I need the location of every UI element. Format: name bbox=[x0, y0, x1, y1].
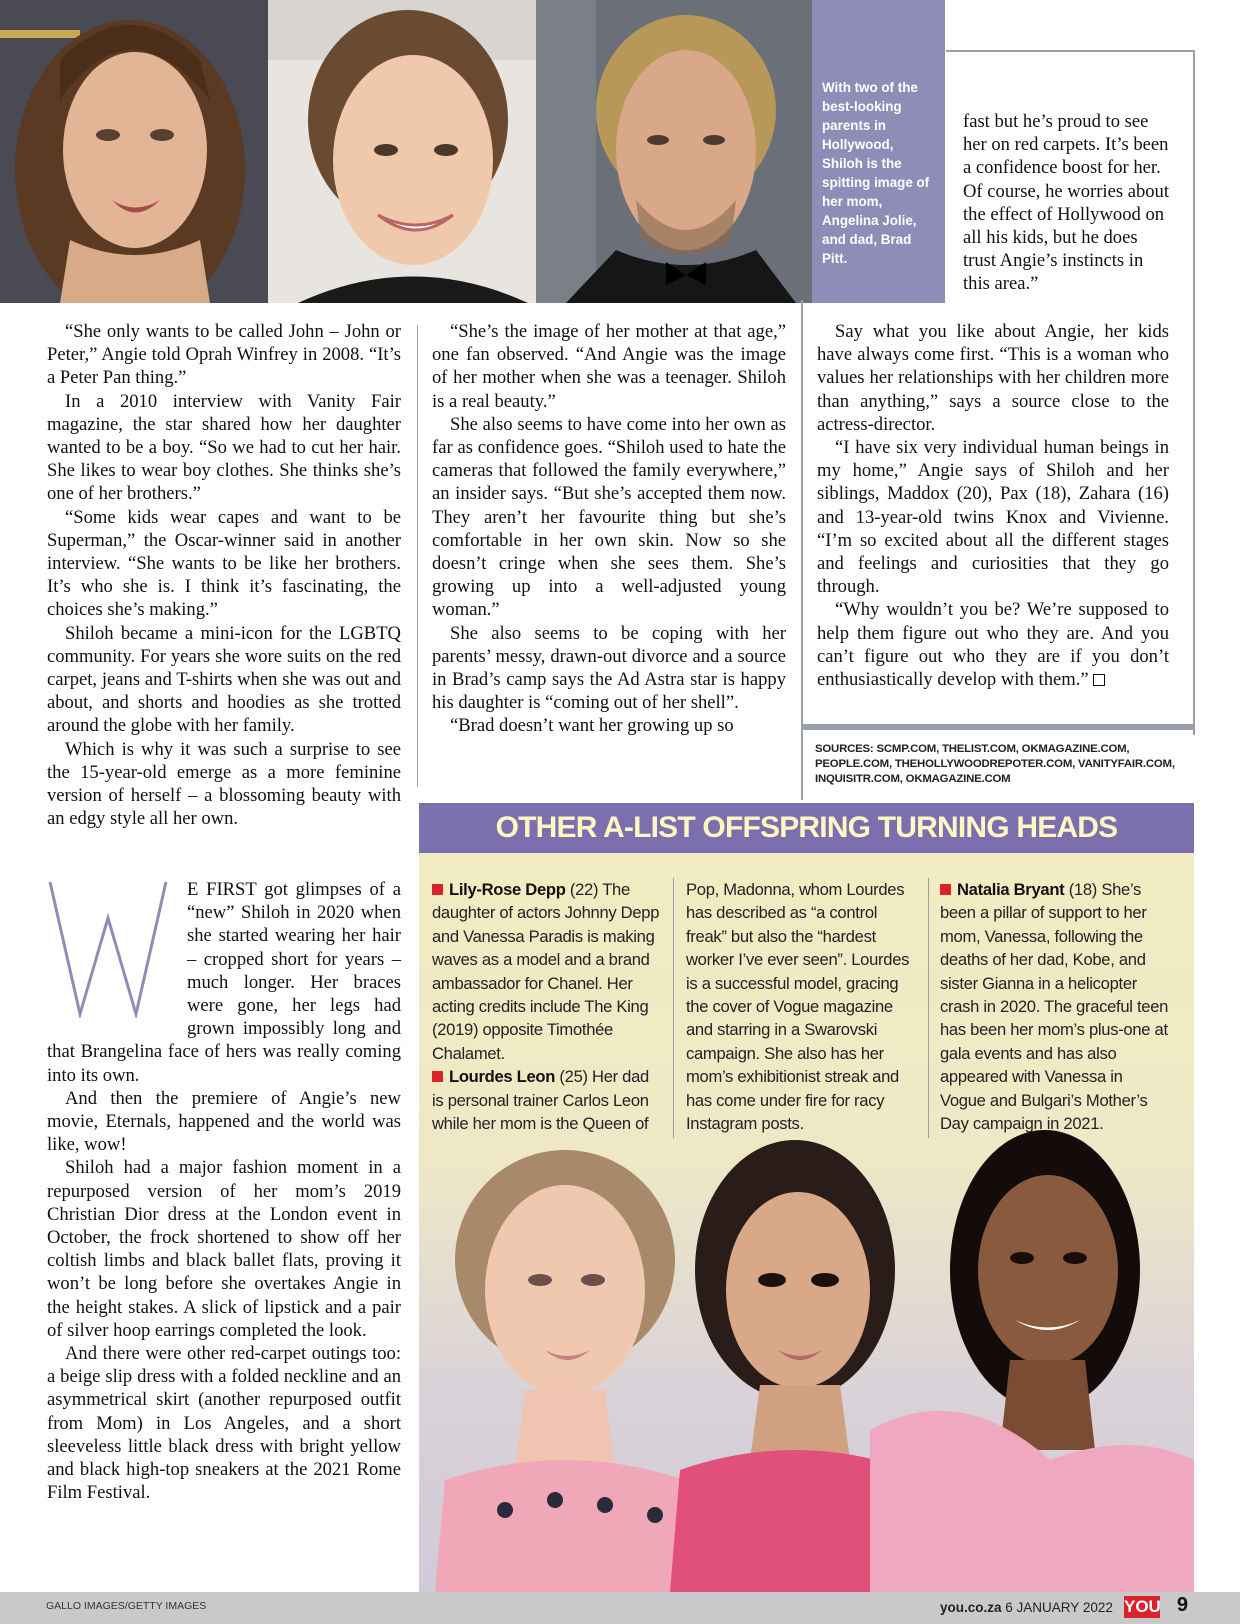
paragraph: And then the premiere of Angie’s new movie, Eternals, happened and the world was like, wow! bbox=[47, 1087, 401, 1156]
paragraph: “She’s the image of her mother at that age,” one fan observed. “And Angie was the image of her mother when she was a teenager. Shiloh is a real beauty.” bbox=[432, 321, 786, 412]
frame-rule-right bbox=[1193, 50, 1195, 735]
bullet-square-icon bbox=[432, 1071, 443, 1082]
sidebar-entry-natalia bbox=[940, 878, 1170, 1135]
paragraph: E FIRST got glimpses of a “new” Shiloh in 2020 when she started wearing her hair – cropped short for years – much longer. Her braces were gone, her legs had grown impossibly long and that Brangelina face of hers was really coming into its own. bbox=[47, 879, 401, 1086]
entry-text: (18) She’s been a pillar of support to her mom, Vanessa, following the deaths of her dad, Kobe, and sister Gianna in a helicopter crash in 2020. The graceful teen has been her mom’s plus-one at gala events and has also appeared with Vanessa in Vogue and Bulgari’s Mother’s Day campaign in 2021. bbox=[940, 880, 1169, 1134]
paragraph: Shiloh became a mini-icon for the LGBTQ community. For years she wore suits on the red carpet, jeans and T-shirts when she was out and about, and shorts and hoodies as she trotted around the globe with her family. bbox=[47, 622, 401, 737]
paragraph: She also seems to have come into her own as far as confidence goes. “Shiloh used to hate the cameras that followed the family everywhere,” an insider says. “But she’s accepted them now. They aren’t her favourite thing but she’s comfortable in her own skin. Now so she doesn’t cringe when she sees them. She’s growing up into a well-adjusted young woman.” bbox=[432, 413, 786, 621]
sidebar-entry-lourdes bbox=[432, 1065, 662, 1135]
paragraph: “I have six very individual human beings in my home,” Angie says of Shiloh and her siblings, Maddox (20), Pax (18), Zahara (16) and 13-year-old twins Knox and Vivienne. “I’m so excited about all the different stages and feelings and curiosities that they go through. bbox=[817, 437, 1169, 598]
footer-site: you.co.za bbox=[940, 1600, 1002, 1615]
sidebar-column-2 bbox=[686, 878, 916, 1135]
page-number: 9 bbox=[1176, 1594, 1188, 1616]
footer-date: 6 JANUARY 2022 bbox=[1005, 1600, 1113, 1615]
article-column-3-top bbox=[963, 110, 1169, 296]
frame-rule-top bbox=[946, 50, 1194, 52]
sidebar-column-3 bbox=[940, 878, 1170, 1135]
footer-meta bbox=[940, 1600, 1113, 1615]
paragraph: Which is why it was such a surprise to see the 15-year-old emerge as a more feminine version of herself – a blossoming beauty with an edgy style all her own. bbox=[47, 738, 401, 830]
bullet-square-icon bbox=[940, 884, 951, 895]
photo-natalia-bryant bbox=[870, 1130, 1194, 1592]
article-column-1 bbox=[47, 320, 401, 830]
photo-caption: With two of the best-looking parents in Hollywood, Shiloh is the spitting image of her mom, Angelina Jolie, and dad, Brad Pitt. bbox=[822, 80, 930, 266]
sources-rule bbox=[801, 724, 1194, 730]
sidebar-column-1 bbox=[432, 878, 662, 1135]
you-logo: YOU bbox=[1124, 1597, 1161, 1616]
entry-name: Lily-Rose Depp bbox=[449, 880, 566, 899]
paragraph: Say what you like about Angie, her kids have always come first. “This is a woman who values her relationships with her children more than anything,” says a source close to the actress-director. bbox=[817, 321, 1169, 435]
sidebar-entry-lily-rose bbox=[432, 878, 662, 1065]
paragraph: And there were other red-carpet outings too: a beige slip dress with a folded neckline and an asymmetrical skirt (another repurposed outfit from Mom) in Los Angeles, and a short sleeveless little black dress with bright yellow and black high-top sneakers at the 2021 Rome Film Festival. bbox=[47, 1343, 401, 1504]
paragraph: “Some kids wear capes and want to be Superman,” the Oscar-winner said in another interview. “She wants to be like her brothers. It’s who she is. I think it’s fascinating, the choices she’s making.” bbox=[47, 506, 401, 621]
article-column-3 bbox=[817, 320, 1169, 691]
paragraph bbox=[817, 598, 1169, 691]
paragraph: “Brad doesn’t want her growing up so bbox=[450, 715, 734, 737]
article-column-1b bbox=[47, 878, 401, 1504]
photo-brad-pitt bbox=[536, 0, 812, 303]
paragraph-text: “Why wouldn’t you be? We’re supposed to help them figure out who they are. And you can’t figure out who they are if you don’t enthusiastically develop with them.” bbox=[817, 599, 1169, 691]
entry-name: Lourdes Leon bbox=[449, 1067, 556, 1087]
paragraph: “She only wants to be called John – John or Peter,” Angie told Oprah Winfrey in 2008. “It’s a Peter Pan thing.” bbox=[47, 321, 401, 389]
photo-caption-box bbox=[812, 0, 945, 303]
sidebar-entry-lourdes-cont: Pop, Madonna, whom Lourdes has described as “a control freak” but also the “hardest worker I’ve ever seen”. Lourdes is a successful model, gracing the cover of Vogue magazine and starring in a Swarovski campaign. She also has her mom’s exhibitionist streak and has come under fire for racy Instagram posts. bbox=[686, 880, 910, 1134]
entry-name: Natalia Bryant bbox=[957, 880, 1065, 899]
sidebar-divider bbox=[928, 878, 929, 1138]
photo-shiloh bbox=[268, 0, 536, 303]
paragraph: In a 2010 interview with Vanity Fair magazine, the star shared how her daughter wanted to be a boy. “So we had to cut her hair. She likes to wear boy clothes. She thinks she’s one of her brothers.” bbox=[47, 390, 401, 505]
paragraph: She also seems to be coping with her parents’ messy, drawn-out divorce and a source in Brad’s camp says the Ad Astra star is happy his daughter is “coming out of her shell”. bbox=[432, 622, 786, 714]
sidebar-divider bbox=[673, 878, 674, 1138]
article-column-2 bbox=[432, 320, 786, 738]
entry-text: (25) Her dad is personal trainer Carlos Leon while her mom is the Queen of bbox=[432, 1067, 649, 1134]
sources-list: SOURCES: SCMP.COM, THELIST.COM, OKMAGAZINE.COM, PEOPLE.COM, THEHOLLYWOODREPOTER.COM, VANITYFAIR.COM, INQUISITR.COM, OKMAGAZINE.COM bbox=[815, 743, 1175, 785]
paragraph: Shiloh had a major fashion moment in a repurposed version of her mom’s 2019 Christian Dior dress at the London event in October, the frock shortened to show off her coltish limbs and black ballet flats, proving it won’t be long before she overtakes Angie in the height stakes. A slick of lipstick and a pair of silver hoop earrings completed the look. bbox=[47, 1157, 401, 1341]
sidebar-title: OTHER A-LIST OFFSPRING TURNING HEADS bbox=[419, 803, 1194, 853]
bullet-square-icon bbox=[432, 884, 443, 895]
entry-text: (22) The daughter of actors Johnny Depp and Vanessa Paradis is making waves as a model and a brand ambassador for Chanel. Her acting credits include The King (2019) opposite Timothée Chalamet. bbox=[432, 880, 660, 1063]
end-mark-icon bbox=[1093, 674, 1105, 686]
column-divider bbox=[417, 325, 418, 787]
photo-angelina-jolie bbox=[0, 0, 268, 303]
paragraph: fast but he’s proud to see her on red carpets. It’s been a confidence boost for her. Of course, he worries about the effect of Hollywood on all his kids, but he does trust Angie’s instincts in this area.” bbox=[963, 111, 1170, 295]
photo-credit: GALLO IMAGES/GETTY IMAGES bbox=[46, 1600, 207, 1612]
